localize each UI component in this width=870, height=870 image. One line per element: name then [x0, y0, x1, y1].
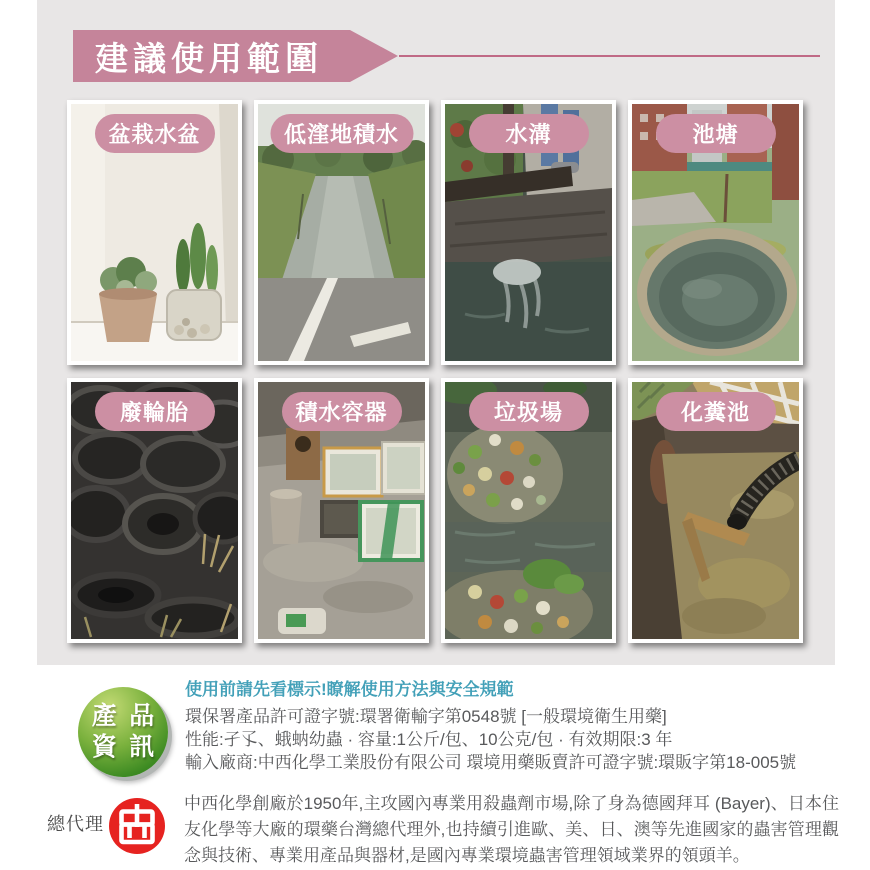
- usage-label-pill: 水溝: [469, 114, 589, 153]
- importer-line: 輸入廠商:中西化學工業股份有限公司 環境用藥販賣許可證字號:環販字第18-005號: [185, 753, 797, 772]
- section-title-banner: [73, 30, 350, 82]
- section-title: 建議使用範圍: [95, 39, 323, 77]
- badge-text-line2: 資訊: [91, 733, 167, 761]
- usage-label-pill: 盆栽水盆: [94, 114, 214, 153]
- usage-label-pill: 垃圾場: [469, 392, 589, 431]
- badge-text-line1: 產品: [91, 702, 167, 730]
- usage-notice: 使用前請先看標示!瞭解使用方法與安全規範: [185, 680, 514, 699]
- agent-label: 總代理: [47, 814, 104, 834]
- company-logo: [108, 797, 166, 855]
- usage-label-pill: 廢輪胎: [95, 392, 215, 431]
- usage-label-pill: 低漥地積水: [270, 114, 413, 153]
- usage-card-low-lying-water: [254, 100, 429, 365]
- product-info-text: [185, 679, 845, 774]
- license-line: 環保署產品許可證字號:環署衛輸字第0548號 [一般環境衛生用藥]: [185, 707, 667, 726]
- banner-divider-line: [399, 55, 820, 57]
- usage-card-water-containers: [254, 378, 429, 643]
- usage-card-potted-plant-basin: [67, 100, 242, 365]
- usage-label-pill: 化糞池: [656, 392, 776, 431]
- banner-arrow-tip: [350, 30, 398, 82]
- product-info-badge: [78, 687, 168, 777]
- usage-label-pill: 積水容器: [281, 392, 401, 431]
- usage-image-grid: [67, 100, 803, 643]
- company-description: 中西化學創廠於1950年,主攻國內專業用殺蟲劑市場,除了身為德國拜耳 (Bayer)、日本住友化學等大廠的環藥台灣總代理外,也持續引進歐、美、日、澳等先進國家的蟲害管理觀念與技術、專業用產品與器材,是國內專業環境蟲害管理領域業界的領頭羊。: [184, 794, 839, 865]
- usage-card-pond: [628, 100, 803, 365]
- usage-card-garbage-dump: [441, 378, 616, 643]
- company-logo-icon: [108, 797, 166, 855]
- usage-label-pill: 池塘: [656, 114, 776, 153]
- usage-card-waste-tires: [67, 378, 242, 643]
- usage-card-septic-tank: [628, 378, 803, 643]
- spec-line: 性能:孑孓、蛾蚋幼蟲 · 容量:1公斤/包、10公克/包 · 有效期限:3 年: [185, 730, 673, 749]
- usage-card-ditch: [441, 100, 616, 365]
